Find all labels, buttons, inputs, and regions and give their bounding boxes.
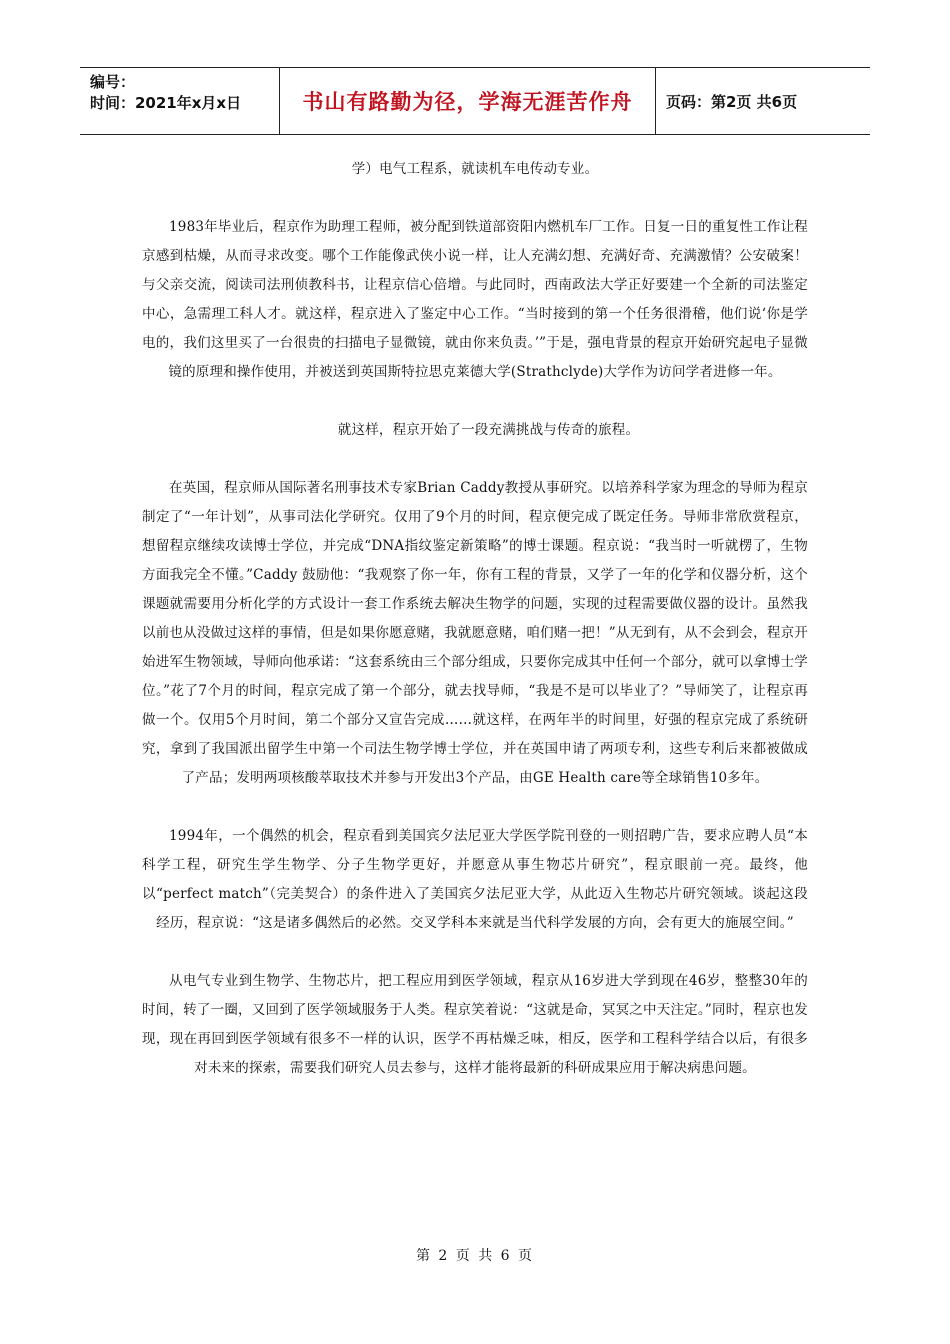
- paragraph-england: 在英国，程京师从国际著名刑事技术专家Brian Caddy教授从事研究。以培养科学家为理念的导师为程京制定了“一年计划”，从事司法化学研究。仅用了9个月的时间，程京便完成了既定任务。导师非常欣赏程京，想留程京继续攻读博士学位，并完成“DNA指纹鉴定新策略”的博士课题。程京说：“我当时一听就楞了，生物方面我完全不懂。”Caddy 鼓励他：“我观察了你一年，你有工程的背景，又学了一年的化学和仪器分析，这个课题就需要用分析化学的方式设计一套工作系统去解决生物学的问题，实现的过程需要做仪器的设计。虽然我以前也从没做过这样的事情，但是如果你愿意赌，我就愿意赌，咱们赌一把！”从无到有，从不会到会，程京开始进军生物领域，导师向他承诺：“这套系统由三个部分组成，只要你完成其中任何一个部分，就可以拿博士学位。”花了7个月的时间，程京完成了第一个部分，就去找导师，“我是不是可以毕业了？”导师笑了，让程京再做一个。仅用5个月时间，第二个部分又宣告完成……就这样，在两年半的时间里，好强的程京完成了系统研究，拿到了我国派出留学生中第一个司法生物学博士学位，并在英国申请了两项专利，这些专利后来都被做成了产品；发明两项核酸萃取技术并参与开发出3个产品，由GE Health care等全球销售10多年。: [142, 480, 808, 786]
- document-time-label: 时间：2021年x月x日: [90, 94, 242, 112]
- document-body: [142, 155, 808, 1083]
- document-number-label: 编号：: [90, 73, 136, 91]
- header-motto: 书山有路勤为径，学海无涯苦作舟: [280, 68, 656, 134]
- paragraph-conclusion: 从电气专业到生物学、生物芯片，把工程应用到医学领域，程京从16岁进大学到现在46岁，整整30年的时间，转了一圈，又回到了医学领域服务于人类。程京笑着说：“这就是命，冥冥之中天注定。”同时，程京也发现，现在再回到医学领域有很多不一样的认识，医学不再枯燥乏味，相反，医学和工程科学结合以后，有很多对未来的探索，需要我们研究人员去参与，这样才能将最新的科研成果应用于解决病患问题。: [142, 973, 808, 1076]
- paragraph-continuation: 学）电气工程系，就读机车电传动专业。: [351, 161, 599, 177]
- paragraph-journey: 就这样，程京开始了一段充满挑战与传奇的旅程。: [337, 422, 640, 438]
- page-header: [80, 67, 870, 135]
- header-page-number: 页码：第2页 共6页: [666, 92, 798, 111]
- paragraph-1983: 1983年毕业后，程京作为助理工程师，被分配到铁道部资阳内燃机车厂工作。日复一日的重复性工作让程京感到枯燥，从而寻求改变。哪个工作能像武侠小说一样，让人充满幻想、充满好奇、充满激情？公安破案！与父亲交流，阅读司法刑侦教科书，让程京信心倍增。与此同时，西南政法大学正好要建一个全新的司法鉴定中心，急需理工科人才。就这样，程京进入了鉴定中心工作。“当时接到的第一个任务很滑稽，他们说‘你是学电的，我们这里买了一台很贵的扫描电子显微镜，就由你来负责。’”于是，强电背景的程京开始研究起电子显微镜的原理和操作使用，并被送到英国斯特拉思克莱德大学(Strathclyde)大学作为访问学者进修一年。: [142, 219, 808, 380]
- header-meta: [80, 68, 280, 134]
- paragraph-1994: 1994年，一个偶然的机会，程京看到美国宾夕法尼亚大学医学院刊登的一则招聘广告，要求应聘人员“本科学工程，研究生学生物学、分子生物学更好，并愿意从事生物芯片研究”，程京眼前一亮。最终，他以“perfect match”（完美契合）的条件进入了美国宾夕法尼亚大学，从此迈入生物芯片研究领域。谈起这段经历，程京说：“这是诸多偶然后的必然。交叉学科本来就是当代科学发展的方向，会有更大的施展空间。”: [142, 828, 808, 931]
- page-footer: 第 2 页 共 6 页: [415, 1248, 535, 1264]
